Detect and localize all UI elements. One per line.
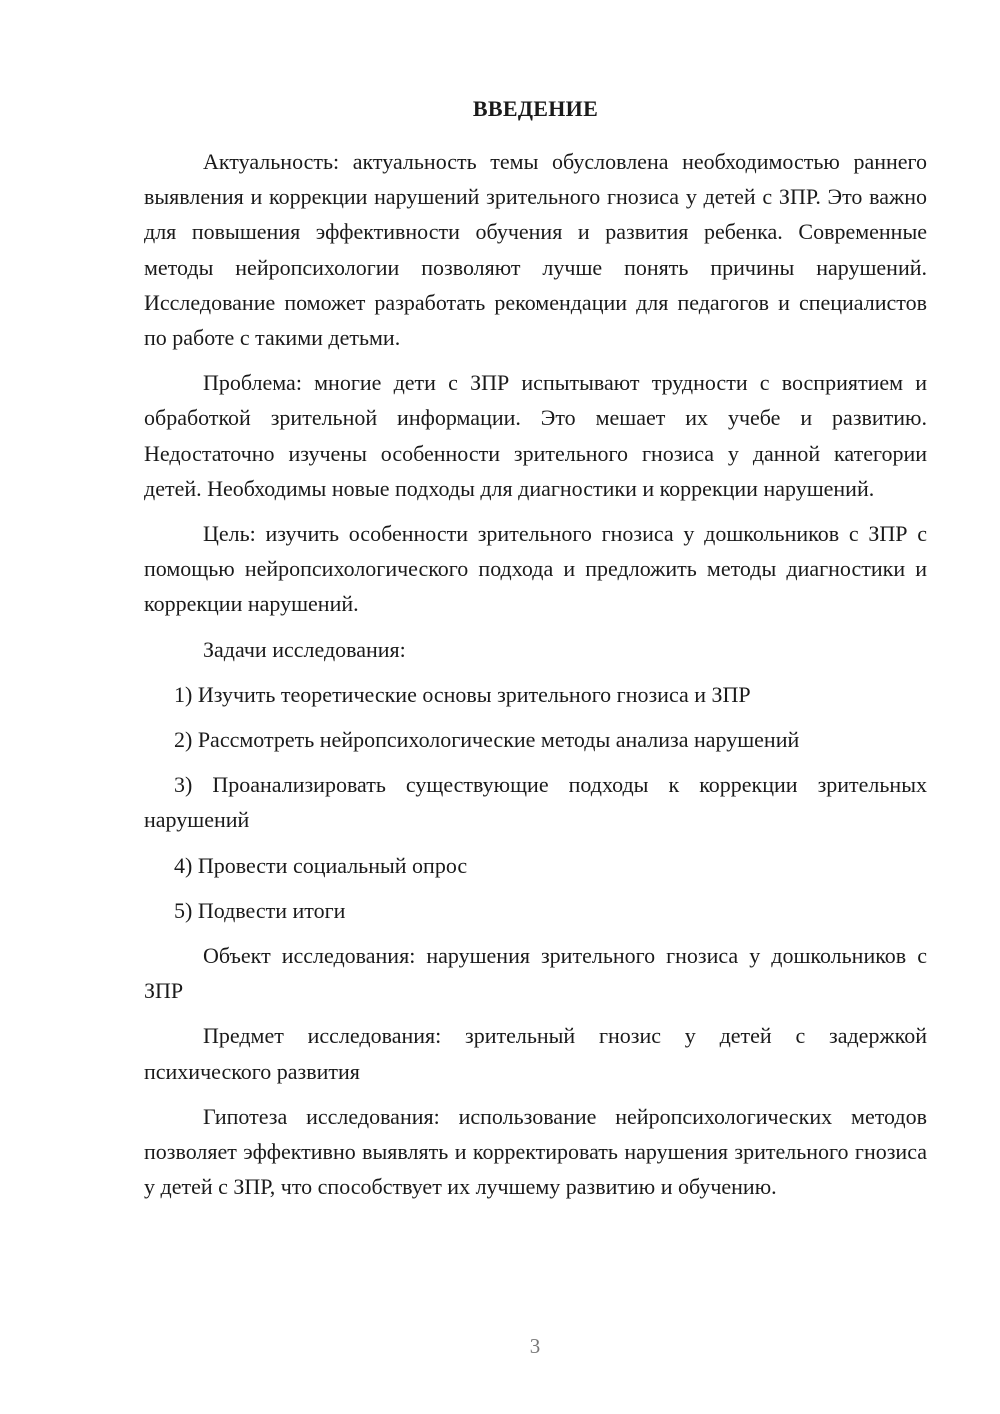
list-item: 5) Подвести итоги (174, 897, 346, 923)
paragraph-relevance: Актуальность: актуальность темы обусловлена необходимостью раннего выявления и коррекции нарушений зрительного гнозиса у детей с ЗПР. Это важно для повышения эффективности обучения и развития ребенка. Современные методы нейропсихологии позволяют лучше понять причины нарушений. Исследование поможет разработать рекомендации для педагогов и специалистов по работе с такими детьми. (144, 149, 927, 351)
page-number: 3 (529, 1334, 541, 1358)
paragraph-goal: Цель: изучить особенности зрительного гнозиса у дошкольников с ЗПР с помощью нейропсихологического подхода и предложить методы диагностики и коррекции нарушений. (144, 521, 927, 617)
paragraph-problem: Проблема: многие дети с ЗПР испытывают трудности с восприятием и обработкой зрительной информации. Это мешает их учебе и развитию. Недостаточно изучены особенности зрительного гнозиса у данной категории детей. Необходимы новые подходы для диагностики и коррекции нарушений. (144, 370, 927, 501)
section-title: ВВЕДЕНИЕ (472, 96, 599, 121)
tasks-heading: Задачи исследования: (203, 636, 406, 662)
list-item: 4) Провести социальный опрос (174, 852, 468, 878)
paragraph-object: Объект исследования: нарушения зрительного гнозиса у дошкольников с ЗПР (144, 943, 927, 1004)
page-content (144, 92, 927, 1214)
list-item: 1) Изучить теоретические основы зрительного гнозиса и ЗПР (174, 681, 751, 707)
list-item: 2) Рассмотреть нейропсихологические методы анализа нарушений (174, 727, 800, 753)
list-item: 3) Проанализировать существующие подходы к коррекции зрительных нарушений (144, 772, 927, 833)
paragraph-subject: Предмет исследования: зрительный гнозис у детей с задержкой психического развития (144, 1023, 927, 1084)
paragraph-hypothesis: Гипотеза исследования: использование нейропсихологических методов позволяет эффективно выявлять и корректировать нарушения зрительного гнозиса у детей с ЗПР, что способствует их лучшему развитию и обучению. (144, 1103, 927, 1200)
